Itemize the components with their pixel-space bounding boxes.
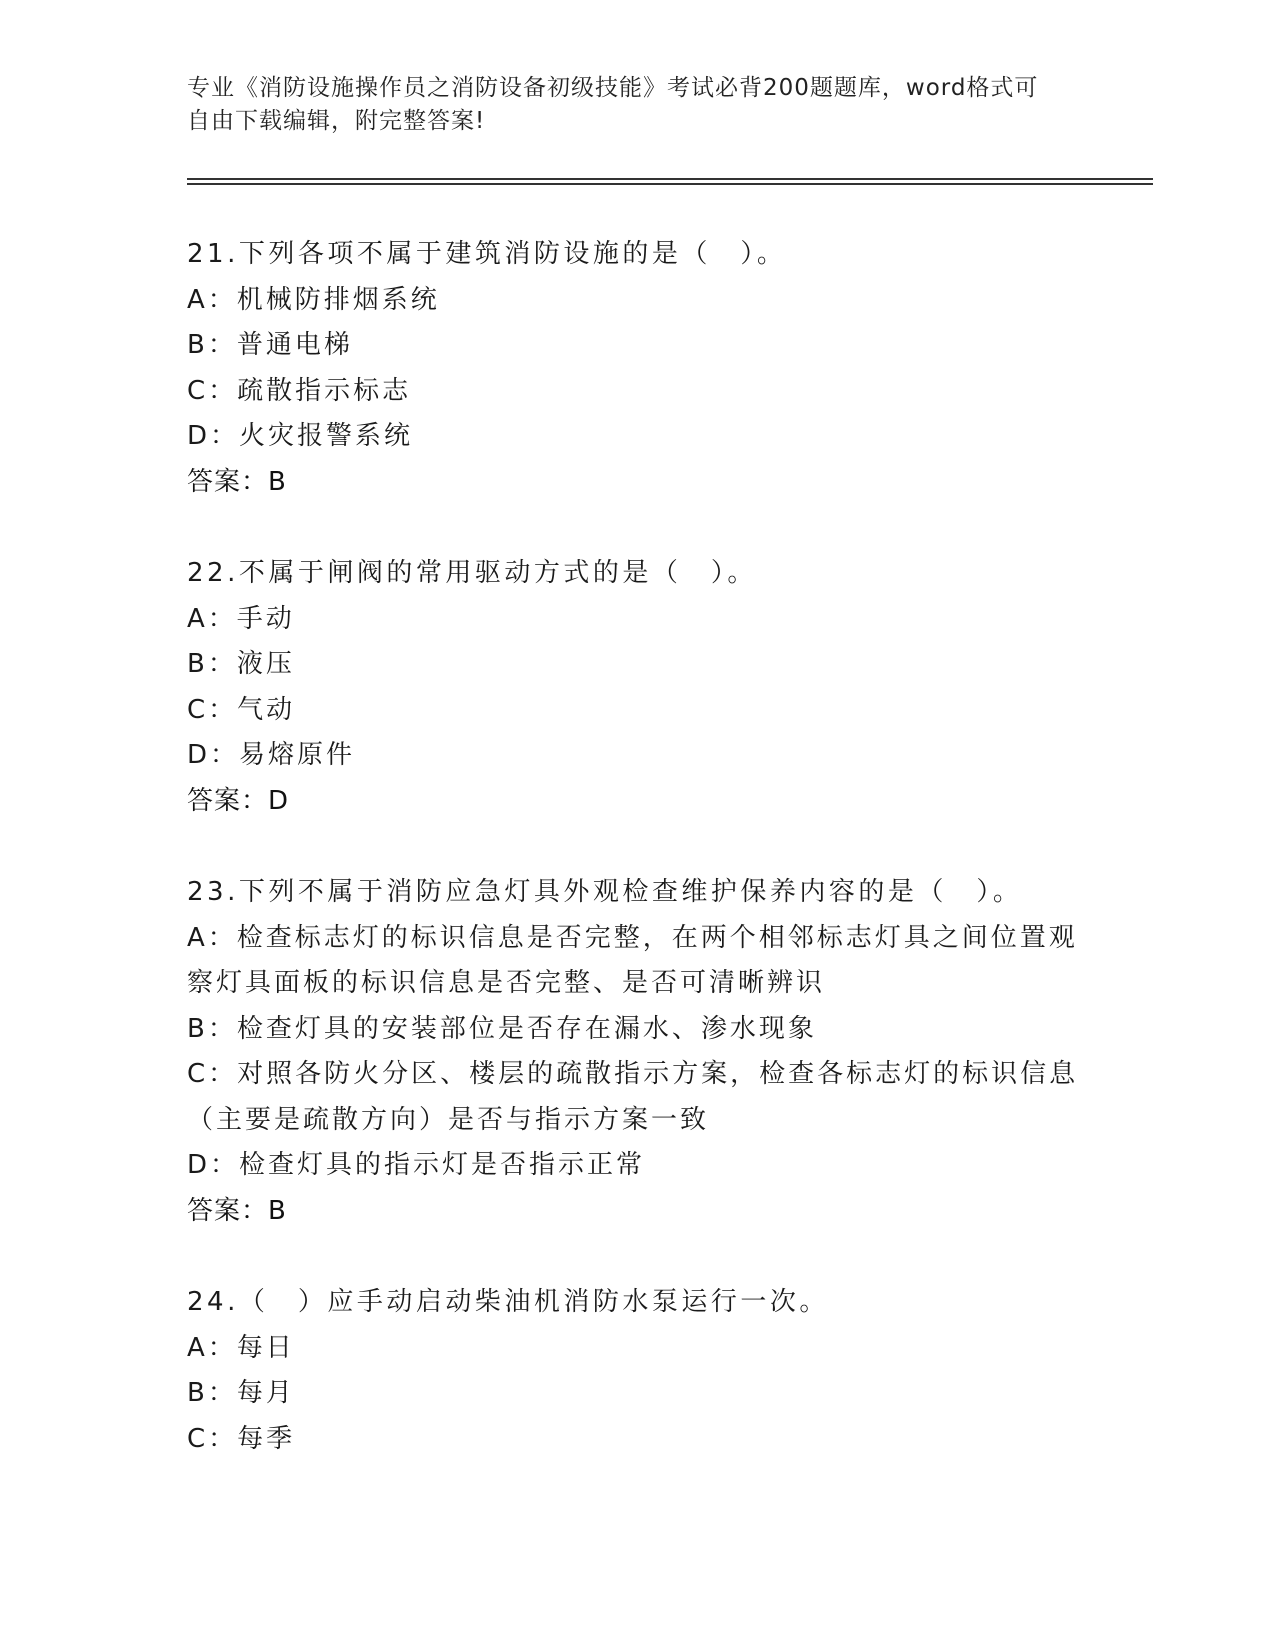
- option-b: B：每月: [187, 1378, 295, 1408]
- question-list: [187, 232, 1087, 1508]
- option-b: B：液压: [187, 649, 295, 679]
- option-c: C：对照各防火分区、楼层的疏散指示方案，检查各标志灯的标识信息: [187, 1059, 1079, 1089]
- question-stem: 24.（ ）应手动启动柴油机消防水泵运行一次。: [187, 1287, 829, 1317]
- option-b: B：普通电梯: [187, 330, 353, 360]
- answer-label: 答案：: [187, 785, 269, 816]
- answer-label: 答案：: [187, 1195, 269, 1226]
- header-divider: [187, 178, 1153, 185]
- answer-line: [187, 1189, 1087, 1235]
- option-b: B：检查灯具的安装部位是否存在漏水、渗水现象: [187, 1013, 817, 1044]
- question-21: [187, 232, 1087, 505]
- option-a: A：手动: [187, 603, 295, 634]
- option-a-continued: 察灯具面板的标识信息是否完整、是否可清晰辨识: [187, 968, 826, 998]
- answer-line: [187, 460, 1087, 506]
- option-a: A：每日: [187, 1332, 295, 1363]
- answer-value: B: [268, 466, 287, 497]
- answer-value: B: [268, 1195, 287, 1226]
- option-c: C：疏散指示标志: [187, 375, 412, 406]
- answer-value: D: [268, 785, 290, 816]
- option-d: D：火灾报警系统: [187, 421, 414, 451]
- option-d: D：易熔原件: [187, 740, 356, 770]
- answer-line: [187, 779, 1087, 825]
- option-d: D：检查灯具的指示灯是否指示正常: [187, 1150, 646, 1180]
- option-c-continued: （主要是疏散方向）是否与指示方案一致: [187, 1104, 710, 1135]
- question-stem: 21.下列各项不属于建筑消防设施的是（ ）。: [187, 239, 787, 269]
- header-line-2: 自由下载编辑，附完整答案!: [187, 108, 486, 134]
- question-22: [187, 551, 1087, 824]
- answer-label: 答案：: [187, 466, 269, 497]
- option-a: A：检查标志灯的标识信息是否完整，在两个相邻标志灯具之间位置观: [187, 922, 1078, 953]
- document-header: [187, 72, 1067, 138]
- question-stem: 22.不属于闸阀的常用驱动方式的是（ ）。: [187, 558, 757, 588]
- option-c: C：气动: [187, 694, 296, 725]
- question-23: [187, 870, 1087, 1234]
- option-c: C：每季: [187, 1423, 296, 1454]
- header-line-1: 专业《消防设施操作员之消防设备初级技能》考试必背200题题库，word格式可: [187, 75, 1039, 101]
- question-stem: 23.下列不属于消防应急灯具外观检查维护保养内容的是（ ）。: [187, 877, 1023, 907]
- option-a: A：机械防排烟系统: [187, 284, 440, 315]
- question-24: [187, 1280, 1087, 1462]
